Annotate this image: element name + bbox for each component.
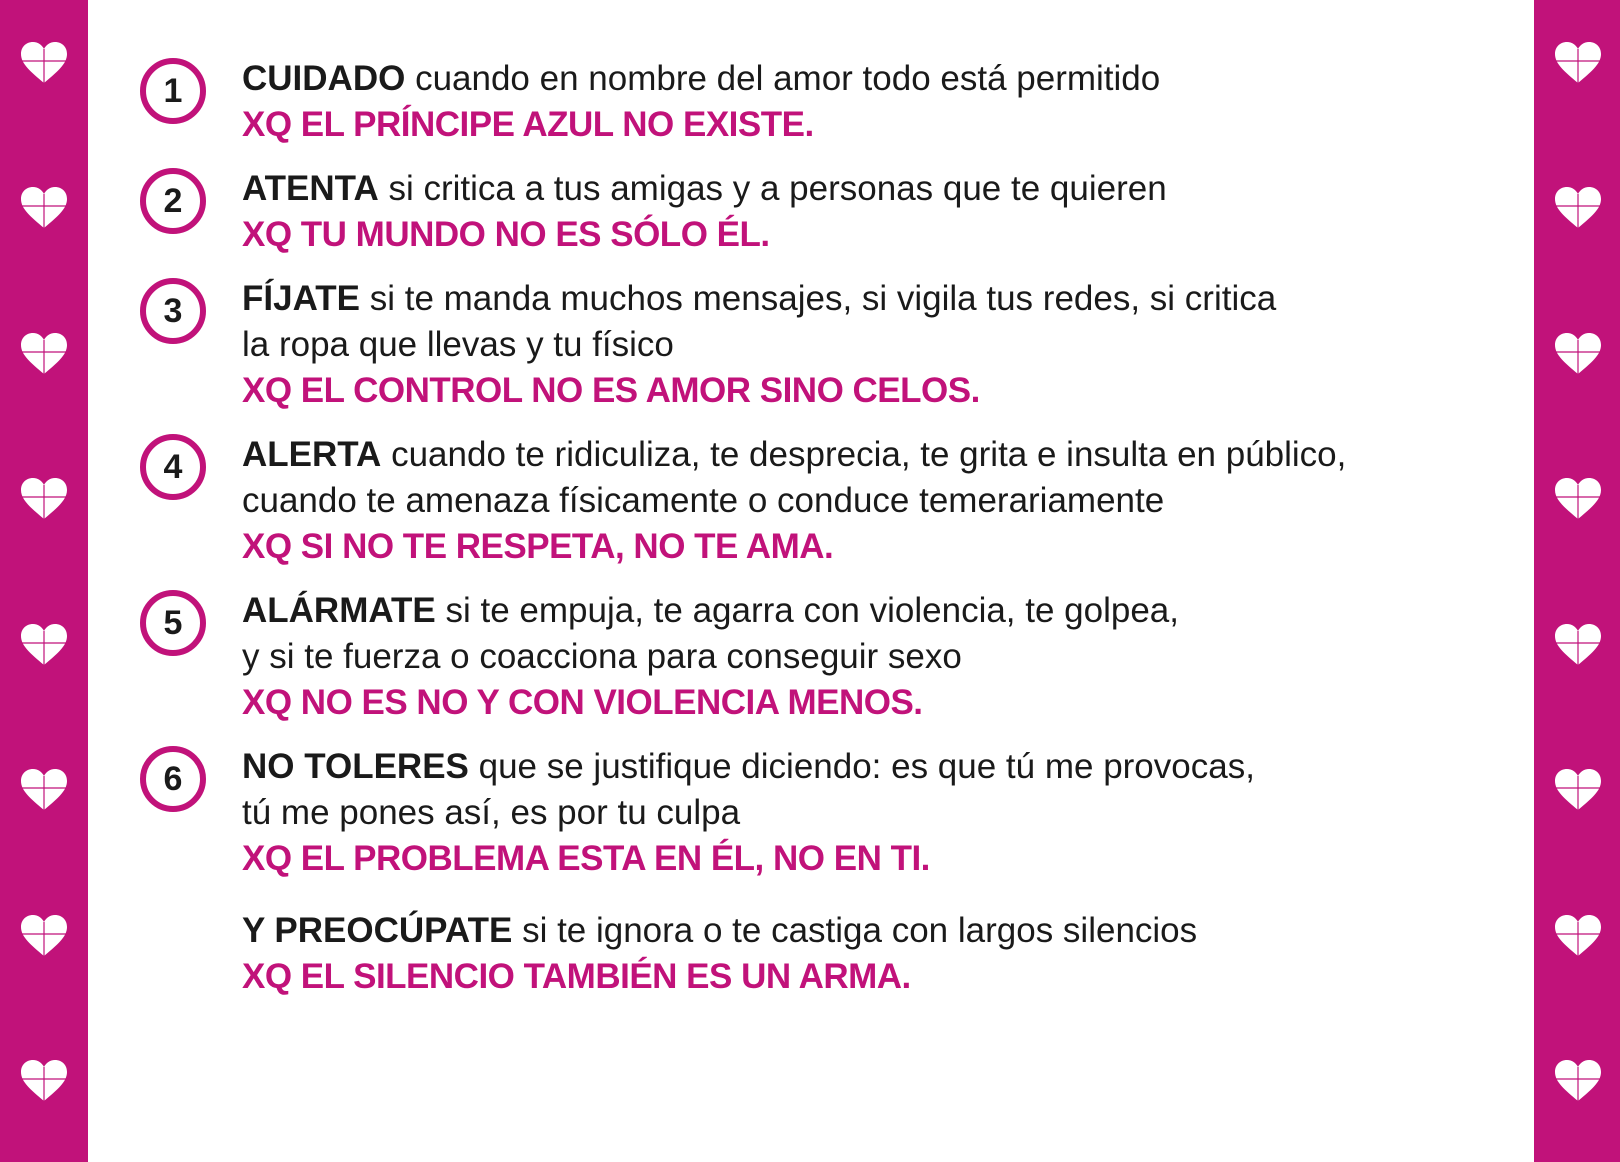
warning-keyword: ATENTA: [242, 169, 379, 208]
heart-icon: [1553, 477, 1603, 521]
left-side-band: [0, 0, 88, 1162]
number-badge-label: 1: [163, 71, 183, 110]
warning-line: [242, 56, 1510, 102]
warning-keyword: Y PREOCÚPATE: [242, 911, 513, 950]
warning-text-continued: tú me pones así, es por tu culpa: [242, 793, 741, 832]
number-badge-label: 3: [163, 291, 183, 330]
heart-icon: [19, 332, 69, 376]
warning-line: [242, 744, 1510, 790]
number-badge: [140, 168, 206, 234]
warning-item-1: [140, 56, 1510, 148]
warning-list: [140, 56, 1510, 1018]
warning-tagline: XQ EL SILENCIO TAMBIÉN ES UN ARMA.: [242, 957, 911, 996]
warning-tagline: XQ NO ES NO Y CON VIOLENCIA MENOS.: [242, 683, 923, 722]
warning-text-continued: cuando te amenaza físicamente o conduce temerariamente: [242, 481, 1165, 520]
warning-keyword: FÍJATE: [242, 279, 360, 318]
warning-text-continued: y si te fuerza o coacciona para conseguir sexo: [242, 637, 962, 676]
warning-line: [242, 276, 1510, 322]
heart-icon: [19, 914, 69, 958]
warning-text: si te empuja, te agarra con violencia, te golpea,: [445, 591, 1179, 630]
warning-item-6: [140, 744, 1510, 882]
warning-text: que se justifique diciendo: es que tú me provocas,: [478, 747, 1255, 786]
number-badge-label: 2: [163, 181, 183, 220]
number-badge-label: 6: [163, 759, 183, 798]
heart-icon: [19, 477, 69, 521]
number-badge: [140, 746, 206, 812]
heart-icon: [19, 1059, 69, 1103]
warning-tagline: XQ SI NO TE RESPETA, NO TE AMA.: [242, 527, 834, 566]
number-badge: [140, 590, 206, 656]
warning-item-5: [140, 588, 1510, 726]
warning-tagline: XQ EL PROBLEMA ESTA EN ÉL, NO EN TI.: [242, 839, 930, 878]
heart-icon: [19, 186, 69, 230]
warning-text: si te manda muchos mensajes, si vigila tus redes, si critica: [369, 279, 1277, 318]
warning-text: cuando en nombre del amor todo está permitido: [415, 59, 1161, 98]
number-badge-label: 5: [163, 603, 183, 642]
warning-keyword: ALÁRMATE: [242, 591, 436, 630]
heart-icon: [1553, 1059, 1603, 1103]
warning-item-4: [140, 432, 1510, 570]
warning-text: si critica a tus amigas y a personas que te quieren: [388, 169, 1167, 208]
warning-item-2: [140, 166, 1510, 258]
warning-keyword: NO TOLERES: [242, 747, 469, 786]
final-warning-item: [140, 908, 1510, 1000]
number-badge: [140, 434, 206, 500]
heart-icon: [1553, 623, 1603, 667]
warning-tagline: XQ EL PRÍNCIPE AZUL NO EXISTE.: [242, 105, 814, 144]
warning-tagline: XQ TU MUNDO NO ES SÓLO ÉL.: [242, 215, 770, 254]
number-badge-label: 4: [163, 447, 183, 486]
warning-line: [242, 432, 1510, 478]
warning-line: [242, 588, 1510, 634]
heart-icon: [19, 41, 69, 85]
heart-icon: [1553, 914, 1603, 958]
heart-icon: [1553, 41, 1603, 85]
number-badge: [140, 278, 206, 344]
warning-keyword: ALERTA: [242, 435, 382, 474]
number-badge: [140, 58, 206, 124]
warning-keyword: CUIDADO: [242, 59, 406, 98]
heart-icon: [1553, 186, 1603, 230]
warning-text: si te ignora o te castiga con largos silencios: [522, 911, 1198, 950]
warning-line: [242, 908, 1510, 954]
heart-icon: [1553, 332, 1603, 376]
heart-icon: [19, 768, 69, 812]
warning-item-3: [140, 276, 1510, 414]
heart-icon: [1553, 768, 1603, 812]
warning-text: cuando te ridiculiza, te desprecia, te grita e insulta en público,: [391, 435, 1347, 474]
warning-line: [242, 166, 1510, 212]
warning-tagline: XQ EL CONTROL NO ES AMOR SINO CELOS.: [242, 371, 980, 410]
right-side-band: [1534, 0, 1620, 1162]
heart-icon: [19, 623, 69, 667]
warning-text-continued: la ropa que llevas y tu físico: [242, 325, 674, 364]
